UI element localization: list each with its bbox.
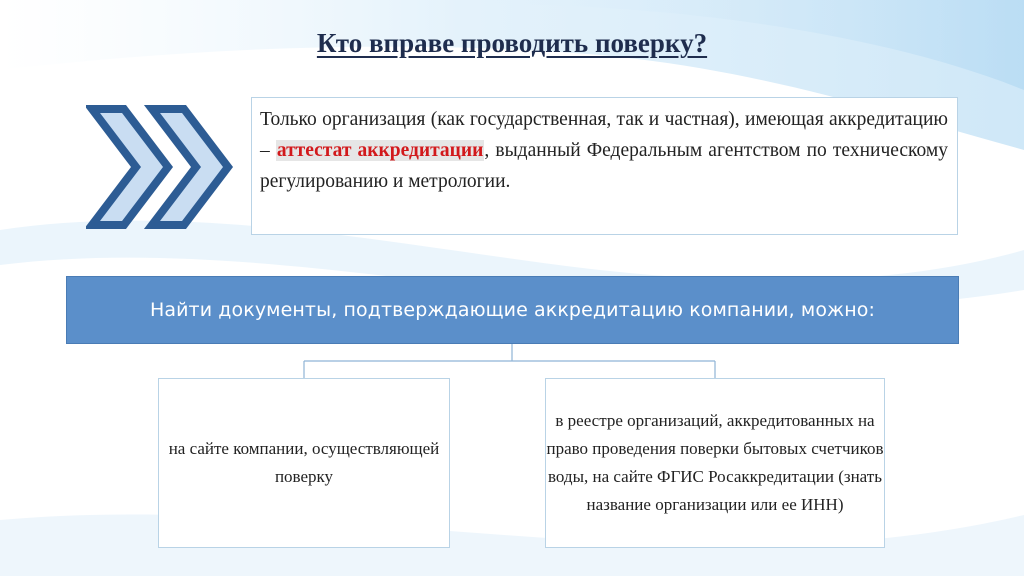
option-card-company-site xyxy=(158,378,450,548)
documents-banner xyxy=(66,276,959,344)
documents-banner-text: Найти документы, подтверждающие аккредитацию компании, можно: xyxy=(149,299,876,321)
double-chevron-right-icon xyxy=(86,103,240,231)
slide-title-text: Кто вправе проводить поверку? xyxy=(316,28,708,58)
option-card-fgis-registry xyxy=(545,378,885,548)
option-text-fgis-registry: в реестре организаций, аккредитованных на право проведения поверки бытовых счетчиков воды, на сайте ФГИС Росаккредитации (знать название организации или ее ИНН) xyxy=(546,411,884,514)
accreditation-info-box xyxy=(251,97,958,235)
info-text-end: , выданный Федеральным агентством по техническому регулированию и метрологии. xyxy=(260,140,949,192)
info-text-start: Только организация (как государственная, так и частная), имеющая аккредитацию – xyxy=(260,109,948,161)
accreditation-info-text xyxy=(260,104,948,197)
option-text-company-site: на сайте компании, осуществляющей поверку xyxy=(168,439,440,486)
slide-title xyxy=(0,28,1024,59)
accreditation-certificate-highlight: аттестат аккредитации xyxy=(276,140,484,161)
